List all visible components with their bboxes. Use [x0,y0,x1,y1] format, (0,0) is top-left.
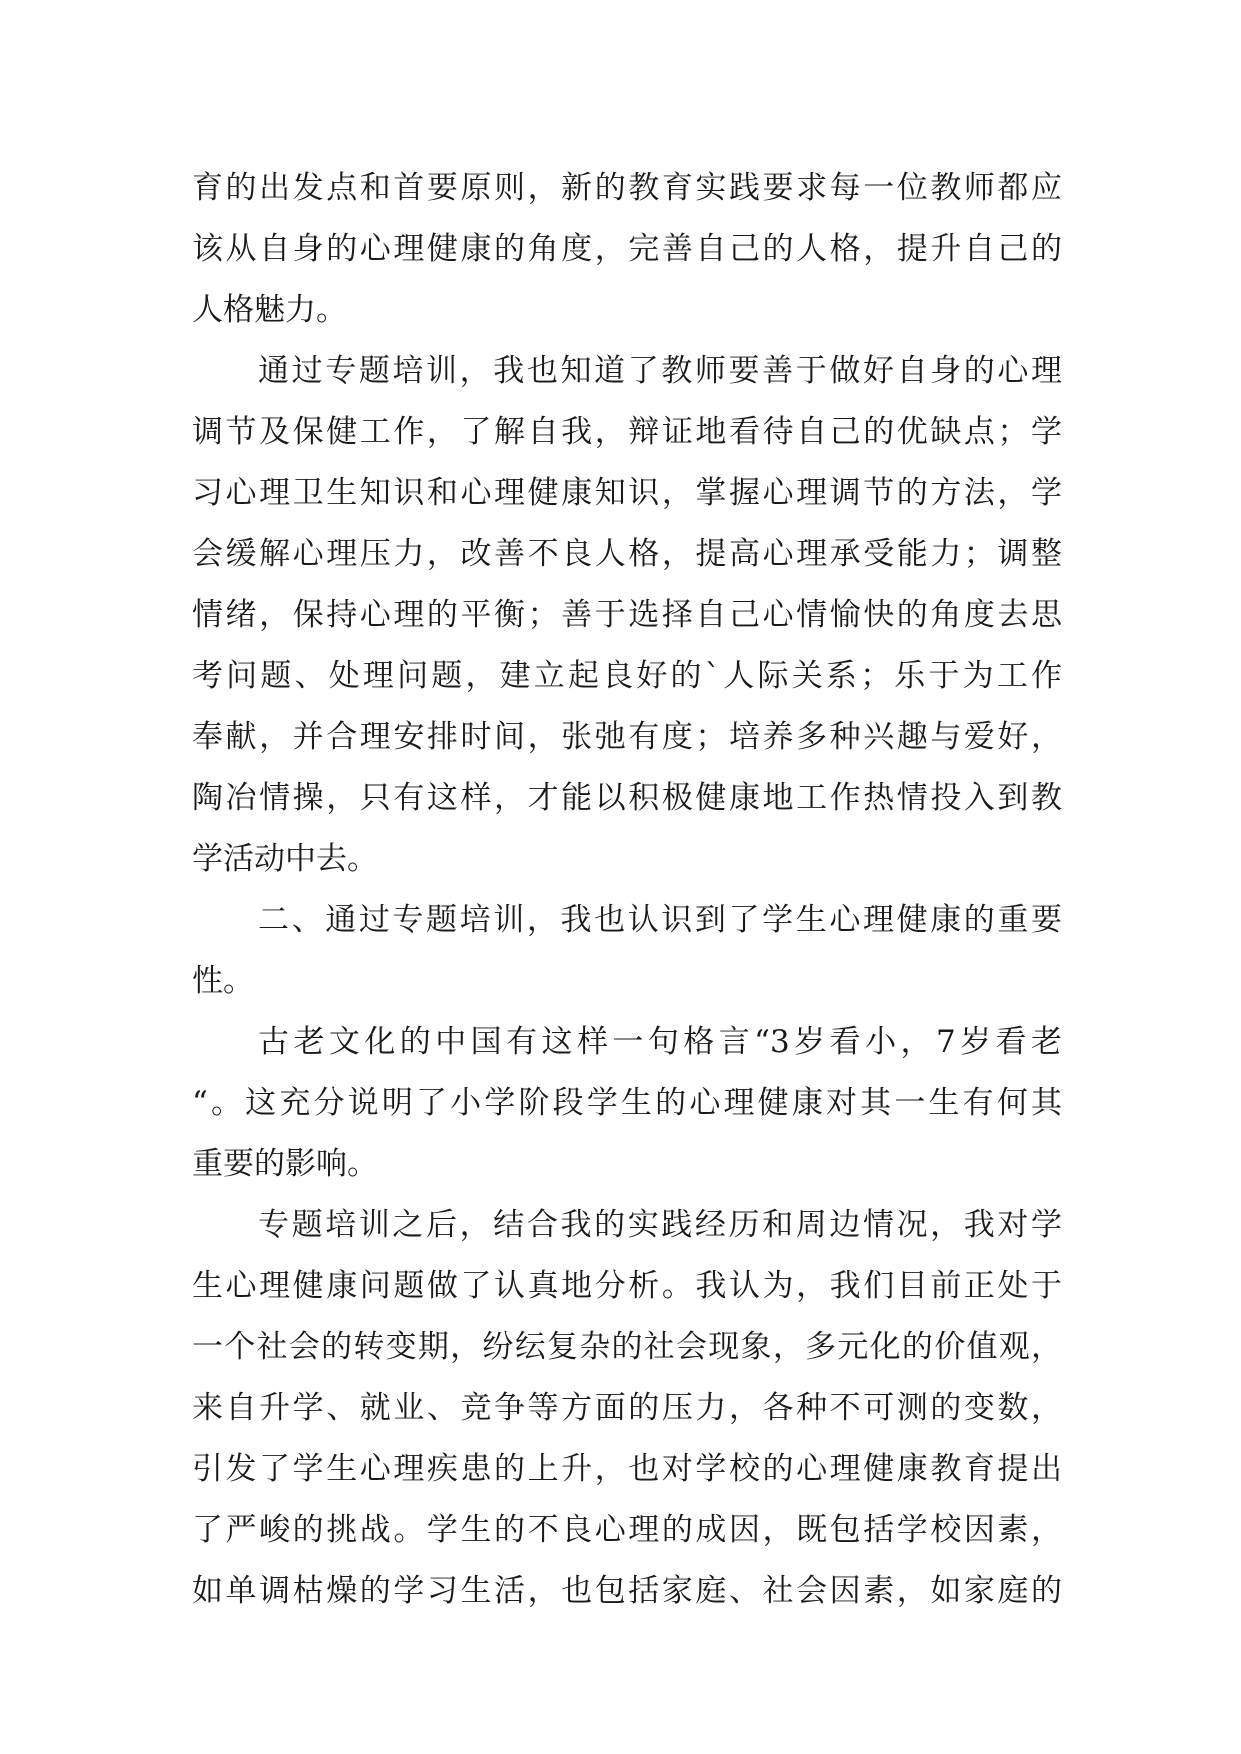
body-text [192,158,1062,1622]
text-line: 来自升学、就业、竞争等方面的压力，各种不可测的变数， [192,1390,1062,1426]
text-line: 陶冶情操，只有这样，才能以积极健康地工作热情投入到教 [192,780,1062,816]
text-line: 重要的影响。 [192,1146,378,1182]
text-line: “。这充分说明了小学阶段学生的心理健康对其一生有何其 [192,1085,1062,1121]
text-line: 该从自身的心理健康的角度，完善自己的人格，提升自己的 [192,231,1062,267]
text-line: 性。 [192,963,254,999]
text-line: 考问题、处理问题，建立起良好的`人际关系；乐于为工作 [192,658,1062,694]
text-line: 了严峻的挑战。学生的不良心理的成因，既包括学校因素， [192,1512,1062,1548]
text-line: 二、通过专题培训，我也认识到了学生心理健康的重要 [258,902,1062,938]
text-line: 古老文化的中国有这样一句格言“3岁看小，7岁看老 [258,1024,1062,1060]
text-line: 一个社会的转变期，纷纭复杂的社会现象，多元化的价值观， [192,1329,1062,1365]
text-line: 情绪，保持心理的平衡；善于选择自己心情愉快的角度去思 [192,597,1062,633]
text-line: 生心理健康问题做了认真地分析。我认为，我们目前正处于 [192,1268,1062,1304]
text-line: 调节及保健工作，了解自我，辩证地看待自己的优缺点；学 [192,414,1062,450]
text-line: 奉献，并合理安排时间，张弛有度；培养多种兴趣与爱好， [192,719,1062,755]
text-line: 学活动中去。 [192,841,378,877]
text-line: 人格魅力。 [192,292,347,328]
text-line: 育的出发点和首要原则，新的教育实践要求每一位教师都应 [192,170,1062,206]
text-line: 通过专题培训，我也知道了教师要善于做好自身的心理 [258,353,1062,389]
text-line: 会缓解心理压力，改善不良人格，提高心理承受能力；调整 [192,536,1062,572]
text-line: 引发了学生心理疾患的上升，也对学校的心理健康教育提出 [192,1451,1062,1487]
text-line: 专题培训之后，结合我的实践经历和周边情况，我对学 [258,1207,1062,1243]
text-line: 如单调枯燥的学习生活，也包括家庭、社会因素，如家庭的 [192,1573,1062,1609]
text-line: 习心理卫生知识和心理健康知识，掌握心理调节的方法，学 [192,475,1062,511]
